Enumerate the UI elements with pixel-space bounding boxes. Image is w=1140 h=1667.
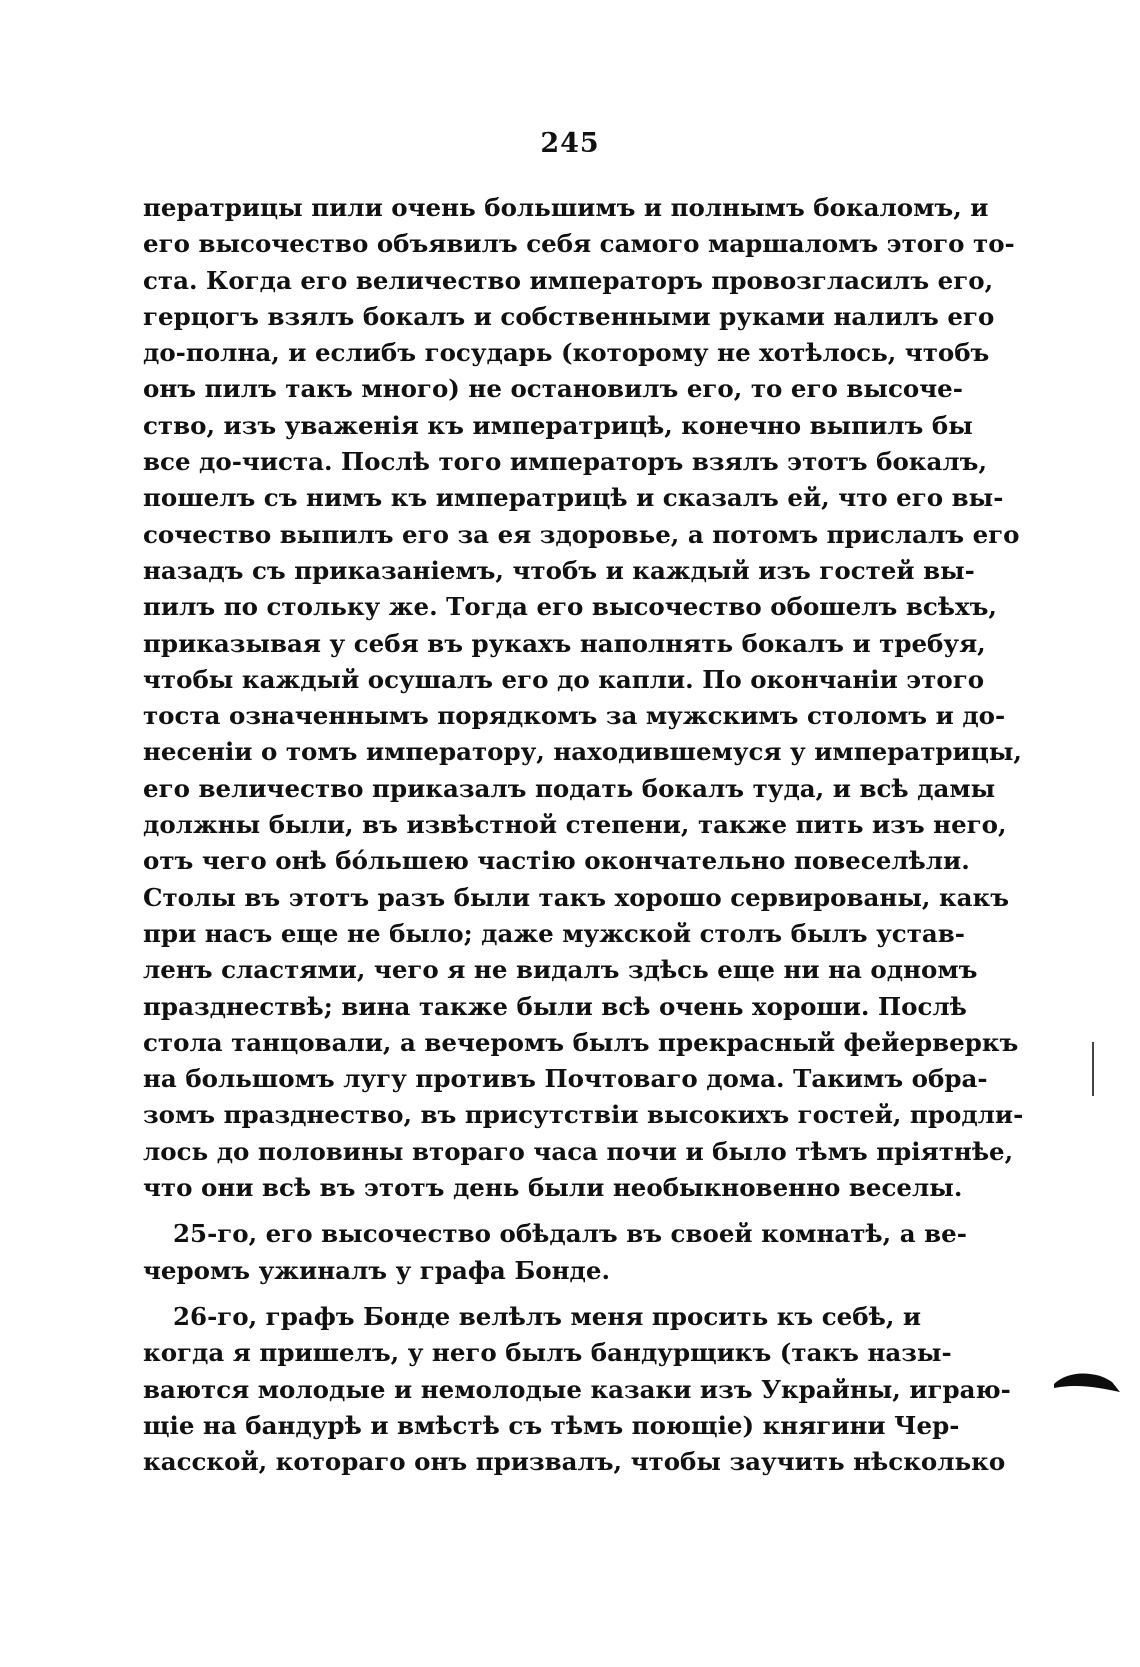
text-line: пошелъ съ нимъ къ императрицѣ и сказалъ ей, что его вы-: [143, 483, 1004, 513]
text-line: отъ чего онѣ бо́льшею частію окончательно повеселѣли.: [143, 846, 970, 876]
text-line: когда я пришелъ, у него былъ бандурщикъ (такъ назы-: [143, 1338, 952, 1368]
text-line: что они всѣ въ этотъ день были необыкновенно веселы.: [143, 1173, 963, 1203]
text-line: все до-чиста. Послѣ того императоръ взялъ этотъ бокалъ,: [143, 447, 987, 477]
text-line: лось до половины втораго часа почи и было тѣмъ пріятнѣе,: [143, 1136, 1014, 1166]
text-line: при насъ еще не было; даже мужской столъ былъ устав-: [143, 918, 965, 948]
text-line: 26-го, графъ Бонде велѣлъ меня просить къ себѣ, и: [173, 1301, 922, 1331]
text-line: тоста означеннымъ порядкомъ за мужскимъ столомъ и до-: [143, 701, 1006, 731]
text-line: стола танцовали, а вечеромъ былъ прекрасный фейерверкъ: [143, 1027, 1019, 1057]
text-line: сочество выпилъ его за ея здоровье, а потомъ прислалъ его: [143, 519, 1020, 549]
text-line: ста. Когда его величество императоръ провозгласилъ его,: [143, 265, 994, 295]
text-line: на большомъ лугу противъ Почтоваго дома. Такимъ обра-: [143, 1064, 988, 1094]
text-line: чтобы каждый осушалъ его до капли. По окончаніи этого: [143, 664, 985, 694]
text-line: его величество приказалъ подать бокалъ туда, и всѣ дамы: [143, 773, 996, 803]
text-line: должны были, въ извѣстной степени, также пить изъ него,: [143, 810, 1007, 840]
text-line: ленъ сластями, чего я не видалъ здѣсь еще ни на одномъ: [143, 955, 978, 985]
text-line: пилъ по стольку же. Тогда его высочество обошелъ всѣхъ,: [143, 592, 997, 622]
scan-edge-mark: [1092, 1042, 1094, 1096]
paragraph-gap: [143, 1289, 915, 1299]
text-line: приказывая у себя въ рукахъ наполнять бокалъ и требуя,: [143, 628, 986, 658]
text-line: его высочество объявилъ себя самого маршаломъ этого то-: [143, 229, 1015, 259]
page-number: 245: [540, 128, 600, 159]
scan-margin-blot-icon: [1052, 1362, 1122, 1396]
text-line: онъ пилъ такъ много) не остановилъ его, то его высоче-: [143, 374, 963, 404]
body-text: [143, 190, 1024, 1480]
text-line: до-полна, и еслибъ государь (которому не хотѣлось, чтобъ: [143, 338, 990, 368]
text-line: ваются молодые и немолодые казаки изъ Украйны, играю-: [143, 1374, 1011, 1404]
paragraph-1: [143, 190, 1024, 1206]
paragraph-2: [143, 1216, 967, 1289]
paragraph-3: [143, 1299, 1011, 1480]
text-line: щіе на бандурѣ и вмѣстѣ съ тѣмъ поющіе) княгини Чер-: [143, 1410, 960, 1440]
text-line: несеніи о томъ императору, находившемуся у императрицы,: [143, 737, 1022, 767]
text-line: зомъ празднество, въ присутствіи высокихъ гостей, продли-: [143, 1100, 1024, 1130]
paragraph-gap: [143, 1206, 915, 1216]
text-line: празднествѣ; вина также были всѣ очень хороши. Послѣ: [143, 991, 967, 1021]
text-line: назадъ съ приказаніемъ, чтобъ и каждый изъ гостей вы-: [143, 555, 975, 585]
text-line: ство, изъ уваженія къ императрицѣ, конечно выпилъ бы: [143, 410, 973, 440]
text-line: герцогъ взялъ бокалъ и собственными руками налилъ его: [143, 301, 995, 331]
text-line: 25-го, его высочество обѣдалъ въ своей комнатѣ, а ве-: [173, 1219, 967, 1249]
text-line: ператрицы пили очень большимъ и полнымъ бокаломъ, и: [143, 193, 989, 222]
text-line: касской, котораго онъ призвалъ, чтобы заучить нѣсколько: [143, 1447, 1006, 1477]
text-line: Столы въ этотъ разъ были такъ хорошо сервированы, какъ: [143, 882, 1010, 912]
text-line: черомъ ужиналъ у графа Бонде.: [143, 1255, 610, 1285]
